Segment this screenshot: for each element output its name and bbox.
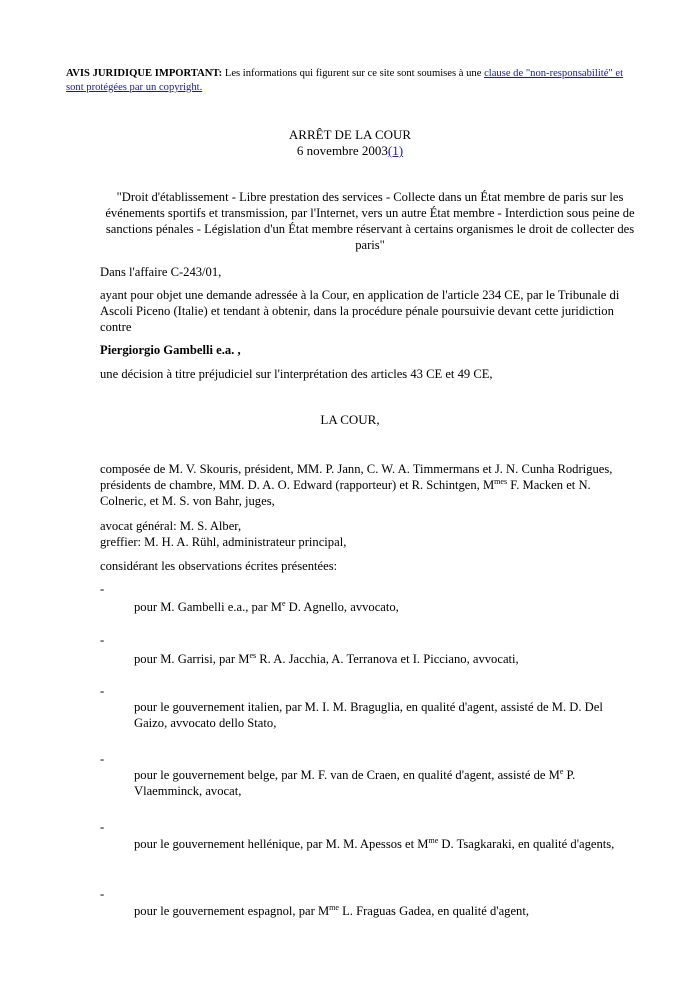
list-item: pour le gouvernement espagnol, par $M^{me}$ L. Fraguas Gadea, en qualité d'agent, [134,902,529,918]
list-item: pour M. Gambelli e.a., par Me D. Agnello, avvocato, [134,598,399,614]
list-dash: - [100,752,105,766]
footnote-link[interactable]: (1) [387,143,404,158]
judgment-header [0,127,700,159]
court-heading: LA COUR, [320,412,380,427]
case-reference: Dans l'affaire C-243/01, [100,265,222,279]
list-dash: - [100,633,105,647]
list-item: pour le gouvernement hellénique, par M. M. Apessos et $M^{me}$ D. Tsagkaraki, en qualité d'agents, [134,835,615,851]
court-composition: composée de M. V. Skouris, président, MM. P. Jann, C. W. A. Timmermans et J. N. Cunha Rodrigues, présidents de chambre, MM. D. A. O. Edward (rapporteur) et R. Schintgen, $M^{mes}$ F. Macken et N. Colneric, et M. S. von Bahr, juges, [100,462,613,508]
observations-intro: considérant les observations écrites présentées: [100,559,338,573]
advocate-general: avocat général: M. S. Alber, [100,519,242,533]
case-object: ayant pour objet une demande adressée à la Cour, en application de l'article 234 CE, par le Tribunale di Ascoli Piceno (Italie) et tendant à obtenir, dans la procédure pénale poursuivie devant cette juridiction contre [100,288,620,334]
preliminary-ruling: une décision à titre préjudiciel sur l'interprétation des articles 43 CE et 49 CE, [100,367,493,381]
list-dash: - [100,887,105,901]
judgment-date-line [0,143,700,159]
judgment-date: 6 novembre 2003 [296,143,388,158]
list-item: pour M. Garrisi, par $M^{es}$ R. A. Jacchia, A. Terranova et I. Picciano, avvocati, [134,650,519,666]
disclaimer-link[interactable]: clause de "non-responsabilité" et sont protégées par un copyright. [66,68,624,93]
party-name: Piergiorgio Gambelli e.a. , [100,343,241,357]
legal-notice-text: Les informations qui figurent sur ce site sont soumises à une [222,68,485,79]
legal-notice [66,67,636,95]
registrar: greffier: M. H. A. Rühl, administrateur principal, [100,535,347,549]
list-item: pour le gouvernement italien, par M. I. M. Braguglia, en qualité d'agent, assisté de M. D. Del Gaizo, avvocato dello Stato, [134,700,603,730]
list-dash: - [100,582,105,596]
case-subject: "Droit d'établissement - Libre prestation des services - Collecte dans un État membre de paris sur les événements sportifs et transmission, par l'Internet, vers un autre État membre - Interdiction sous peine de sanctions pénales - Législation d'un État membre réservant à certains organismes le droit de collecter des paris" [105,190,635,252]
judgment-title: ARRÊT DE LA COUR [288,127,412,142]
list-dash: - [100,684,105,698]
list-dash: - [100,820,105,834]
list-item: pour le gouvernement belge, par M. F. van de Craen, en qualité d'agent, assisté de Me P. Vlaemminck, avocat, [134,766,576,798]
legal-notice-label: AVIS JURIDIQUE IMPORTANT: [66,68,223,79]
